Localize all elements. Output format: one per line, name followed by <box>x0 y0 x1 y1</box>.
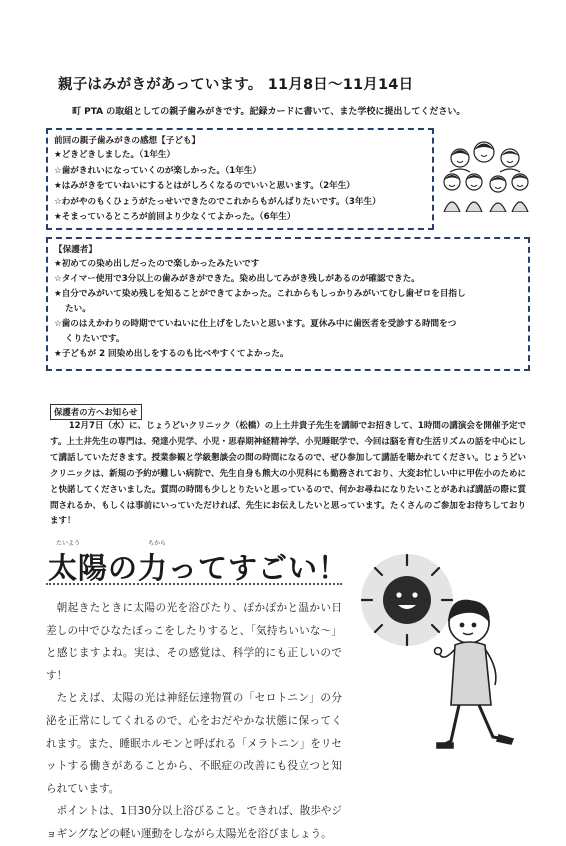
parents-list <box>54 257 522 362</box>
list-item: ★はみがきをていねいにするとはがしろくなるのでいいと思います。（2年生） <box>54 181 355 191</box>
page-title: 親子はみがきがあっています。 11月8日～11月14日 <box>58 77 414 93</box>
sun-paragraph: たとえば、太陽の光は神経伝達物質の「セロトニン」の分泌を正常にしてくれるので、心をおだやかな状態に保ってくれます。また、睡眠ホルモンと呼ばれる「メラトニン」をリセットする働きがあることから、不眠症の改善にも役立つと知られています。 <box>46 692 342 795</box>
children-comments-box <box>46 128 434 230</box>
children-list <box>54 148 426 226</box>
list-item: ☆タイマー使用で3分以上の歯みがきができた。染め出してみがき残しがあるのが確認できた。 <box>54 274 420 284</box>
list-item: ★子どもが 2 回染め出しをするのも比べやすくてよかった。 <box>54 349 289 359</box>
sun-and-child-illustration-icon <box>357 545 532 765</box>
list-item-continuation: たい。 <box>65 304 91 314</box>
sun-paragraph: ポイントは、1日30分以上浴びること。できれば、散歩やジョギングなどの軽い運動をしながら太陽光を浴びましょう。 <box>46 805 342 840</box>
list-item: ★どきどきしました。（1年生） <box>54 150 176 160</box>
sun-paragraph: 朝起きたときに太陽の光を浴びたり、ぽかぽかと温かい日差しの中でひなたぼっこをしたりすると、「気持ちいいな～」と感じますよね。実は、その感覚は、科学的にも正しいのです！ <box>46 602 342 682</box>
ruby-taiyou: たいよう <box>56 540 81 547</box>
title-divider <box>46 583 342 585</box>
notice-body: 12月7日（水）に、じょうどいクリニック（松橋）の上土井貴子先生を講師でお招きして、1時間の講演会を開催予定です。上土井先生の専門は、発達小児学、小児・思春期神経精神学、小児睡眠学で、今回は脳を育む生活リズムの話を中心にして講話していただきます。授業参観と学級懇談会の間の時間になるので、ぜひ参加して講話を聴かれてください。じょうどいクリニックは、新規の予約が難しい病院で、先生自身も熊大の小児科にも勤務されており、大変お忙しい中に甲佐小のためにと快諾してくださいました。質問の時間も少しとりたいと思っているので、何かお尋ねになりたいことがあれば講話の際に質問されるか、もしくは事前にいっていただければ、先生にお伝えしたいと思っています。たくさんのご参加をお待ちしております！ <box>50 421 526 527</box>
list-item: ☆わがやのもくひょうがたっせいできたのでこれからもがんばりたいです。（3年生） <box>54 196 381 207</box>
sun-icon <box>361 554 453 646</box>
list-item: ★初めての染め出しだったので楽しかったみたいです <box>54 259 260 269</box>
list-item: ☆歯がきれいになっていくのが楽しかった。（1年生） <box>54 165 262 176</box>
list-item: ★自分でみがいて染め残しを知ることができてよかった。これからもしっかりみがいてむし歯ゼロを目指し <box>54 289 466 299</box>
list-item-continuation: くりたいです。 <box>65 334 125 344</box>
list-item: ★そまっているところが前回より少なくてよかった。（6年生） <box>54 212 296 222</box>
list-item: ☆歯のはえかわりの時期でていねいに仕上げをしたいと思います。夏休み中に歯医者を受診する時間をつ <box>54 319 457 329</box>
sun-section-title: 太陽の力ってすごい！ <box>48 551 349 585</box>
family-illustration-icon <box>438 138 534 212</box>
parents-heading: 【保護者】 <box>54 245 97 255</box>
intro-text: 町 PTA の取組としての親子歯みがきです。記録カードに書いて、また学校に提出してください。 <box>72 107 466 117</box>
notice-label: 保護者の方へお知らせ <box>50 404 142 420</box>
parents-comments-box <box>46 237 530 371</box>
sun-section-body <box>46 597 342 846</box>
ruby-chikara: ちから <box>148 540 167 547</box>
children-heading: 前回の親子歯みがきの感想【子ども】 <box>54 136 201 146</box>
